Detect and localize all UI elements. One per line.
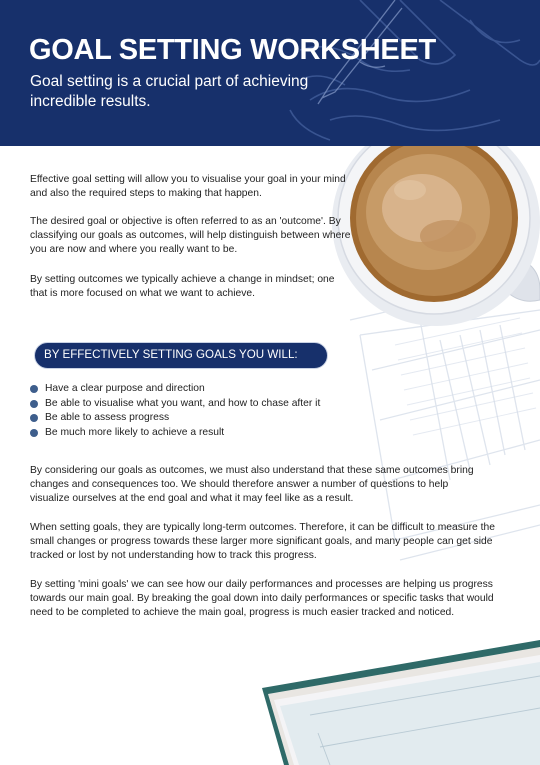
bullet-dot-icon — [30, 414, 38, 422]
sketched-notebook-illustration — [350, 285, 540, 560]
intro-paragraph-3: By setting outcomes we typically achieve a change in mindset; one that is more focused on what we want to achieve. — [30, 274, 335, 300]
bullet-dot-icon — [30, 385, 38, 393]
notebook-icon — [262, 640, 540, 765]
list-item: Be much more likely to achieve a result — [30, 426, 320, 441]
body-paragraph-2: When setting goals, they are typically long-term outcomes. Therefore, it can be difficult to measure the small changes or progress towards these larger more significant goals, and many people can get side tracked or lost by not understanding how to track this progress. — [30, 522, 495, 562]
list-item: Be able to visualise what you want, and how to chase after it — [30, 397, 320, 412]
list-item: Have a clear purpose and direction — [30, 382, 320, 397]
benefits-list — [30, 382, 320, 440]
page-subtitle: Goal setting is a crucial part of achieving incredible results. — [30, 73, 309, 110]
intro-paragraph-2: The desired goal or objective is often referred to as an 'outcome'. By classifying our goals as outcomes, will help distinguish between where you are now and where you really want to be. — [30, 216, 351, 256]
list-item: Be able to assess progress — [30, 411, 320, 426]
intro-paragraph-1: Effective goal setting will allow you to visualise your goal in your mind and also the required steps to making that happen. — [30, 174, 346, 200]
bullet-dot-icon — [30, 400, 38, 408]
bullet-dot-icon — [30, 429, 38, 437]
section-heading-pill: BY EFFECTIVELY SETTING GOALS YOU WILL: — [34, 342, 328, 369]
header-banner — [0, 0, 540, 146]
coffee-cup-icon — [332, 118, 540, 326]
body-paragraph-1: By considering our goals as outcomes, we must also understand that these same outcomes bring changes and consequences too. We should therefore answer a number of questions to help visualize ourselves at the end goal and what it may feel like as a result. — [30, 465, 474, 505]
page-title: GOAL SETTING WORKSHEET — [29, 34, 436, 66]
body-paragraph-3: By setting 'mini goals' we can see how our daily performances and processes are helping us progress towards our main goal. By breaking the goal down into daily performances or specific tasks that would need to be completed to achieve the main goal, progress is much easier tracked and noticed. — [30, 579, 494, 619]
